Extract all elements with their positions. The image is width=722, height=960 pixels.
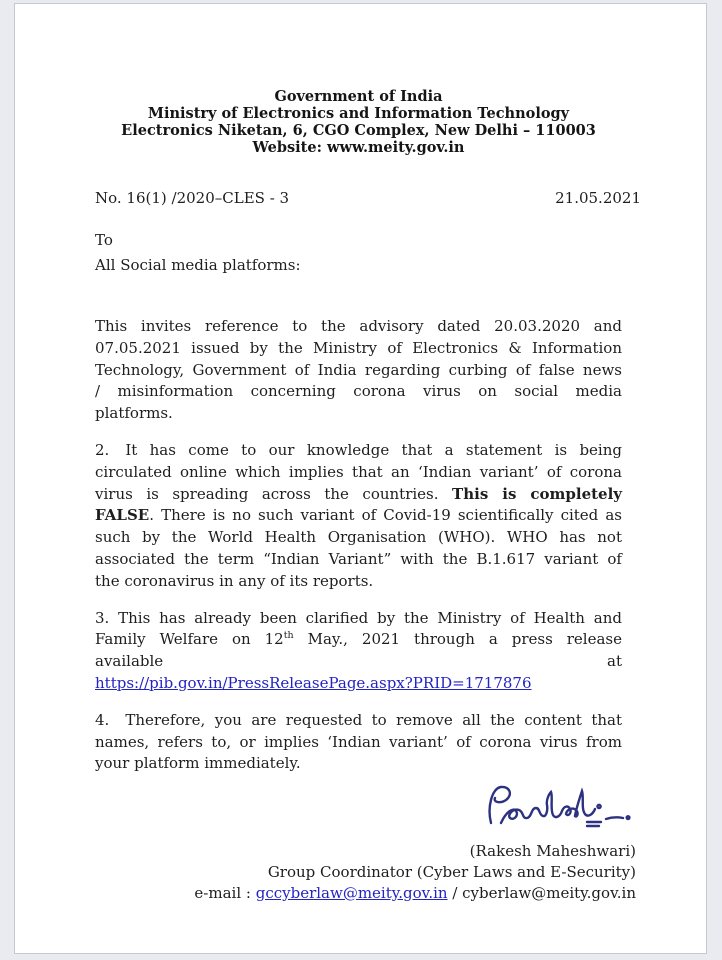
email-separator: /: [447, 883, 463, 902]
reference-row: [95, 188, 641, 209]
line-text: virus is spreading across the countries.: [95, 484, 453, 503]
bold-emphasis: This is completely: [452, 484, 622, 503]
email-label: e-mail :: [194, 883, 256, 902]
line-text: at: [607, 652, 622, 671]
letter-line: / misinformation concerning corona virus on social media: [95, 382, 622, 401]
paragraph-number: 4.: [95, 710, 110, 729]
letterhead: [95, 88, 622, 156]
letter-line: [95, 484, 622, 506]
letter-line: your platform immediately.: [95, 754, 301, 773]
letter-line: platforms.: [95, 404, 173, 423]
signatory-title: Group Coordinator (Cyber Laws and E-Security): [267, 862, 636, 881]
letter-line: [95, 710, 622, 732]
letter-line: such by the World Health Organisation (WHO). WHO has not: [95, 528, 622, 547]
letter-line: 3. This has already been clarified by the Ministry of Health and: [95, 608, 622, 627]
letterhead-government: Government of India: [274, 88, 443, 105]
letterhead-website: Website: www.meity.gov.in: [252, 139, 465, 156]
line-text: May., 2021 through a press release: [293, 630, 622, 649]
letterhead-ministry: Ministry of Electronics and Information Technology: [147, 105, 570, 122]
letterhead-address: Electronics Niketan, 6, CGO Complex, New Delhi – 110003: [121, 122, 596, 139]
paragraph-number: 2.: [95, 440, 110, 459]
recipient-line: All Social media platforms:: [95, 256, 301, 274]
letter-line: the coronavirus in any of its reports.: [95, 571, 374, 590]
signature-scribble: [484, 781, 636, 833]
ordinal-superscript: th: [283, 630, 294, 642]
letter-line: circulated online which implies that an ‘Indian variant’ of corona: [95, 462, 622, 481]
letter-line: names, refers to, or implies ‘Indian variant’ of corona virus from: [95, 732, 622, 751]
letter-content: [15, 4, 706, 904]
paragraph-4: [95, 710, 622, 775]
letter-line: This invites reference to the advisory dated 20.03.2020 and: [95, 317, 622, 335]
line-text: It has come to our knowledge that a statement is being: [125, 440, 622, 459]
email-line: [95, 883, 636, 904]
email-plain: cyberlaw@meity.gov.in: [462, 883, 636, 902]
letter-line: [95, 505, 622, 527]
to-label: To: [95, 231, 113, 249]
press-release-link[interactable]: https://pib.gov.in/PressReleasePage.aspx?PRID=1717876: [95, 673, 532, 692]
letter-line: [95, 651, 622, 673]
letter-line: Technology, Government of India regarding curbing of false news: [95, 360, 622, 379]
letter-line: [95, 440, 622, 462]
paragraph-3: [95, 608, 622, 695]
paragraph-1: [95, 316, 622, 425]
letter-line: [95, 673, 622, 695]
paragraph-2: [95, 440, 622, 593]
signature-block: [95, 781, 636, 903]
letter-page: [14, 3, 707, 954]
line-text: . There is no such variant of Covid-19 scientifically cited as: [149, 506, 622, 525]
signatory-name: (Rakesh Maheshwari): [469, 842, 636, 861]
letter-date: 21.05.2021: [555, 189, 641, 207]
bold-emphasis: FALSE: [95, 506, 150, 525]
line-text: available: [95, 652, 164, 671]
letter-line: associated the term “Indian Variant” with the B.1.617 variant of: [95, 549, 622, 568]
line-text: Family Welfare on 12: [95, 630, 284, 649]
reference-number: No. 16(1) /2020–CLES - 3: [95, 189, 290, 207]
letter-line: [95, 629, 622, 651]
line-text: Therefore, you are requested to remove all the content that: [125, 710, 622, 729]
letter-line: 07.05.2021 issued by the Ministry of Electronics & Information: [95, 338, 622, 357]
signature-lines: [95, 841, 636, 903]
email-link[interactable]: gccyberlaw@meity.gov.in: [255, 883, 448, 902]
